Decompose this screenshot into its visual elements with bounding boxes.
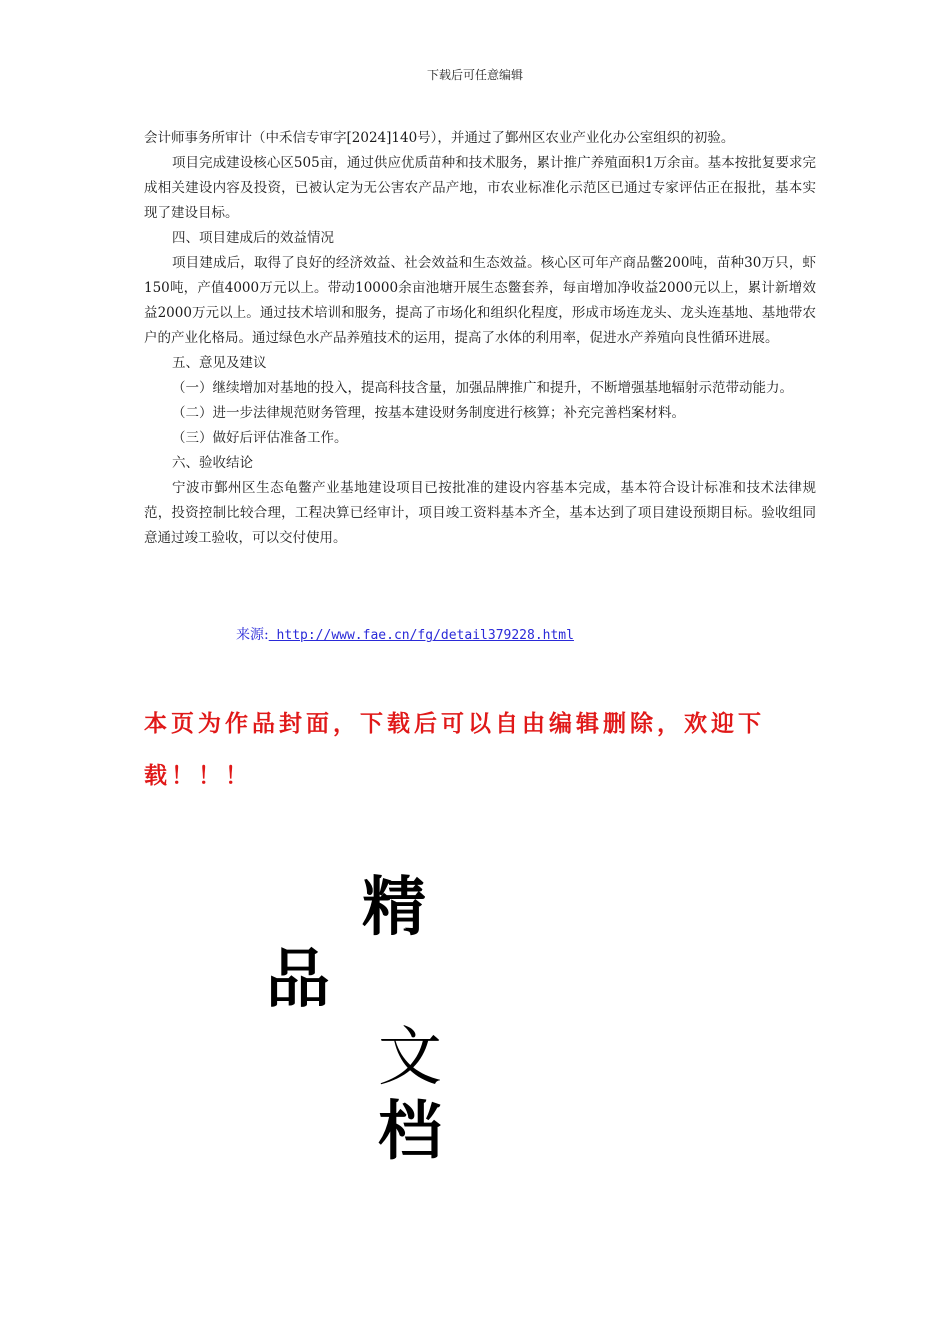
section-heading-benefits: 四、项目建成后的效益情况 [172,230,334,246]
source-label: 来源: [236,627,269,643]
document-body [144,126,816,551]
source-line [236,624,574,647]
promo-notice: 本页为作品封面，下载后可以自由编辑删除，欢迎下载！！！ [144,711,765,789]
paragraph-1: 会计师事务所审计（中禾信专审字[2024]140号），并通过了鄞州区农业产业化办公室组织的初验。 [144,130,735,146]
section-heading-conclusion: 六、验收结论 [172,455,253,471]
cover-char-pin: 品 [266,942,330,1017]
cover-char-dang: 档 [378,1094,442,1169]
suggestion-3: （三）做好后评估准备工作。 [172,430,348,446]
paragraph-conclusion: 宁波市鄞州区生态龟鳖产业基地建设项目已按批准的建设内容基本完成，基本符合设计标准和技术法律规范，投资控制比较合理，工程决算已经审计，项目竣工资料基本齐全，基本达到了项目建设预期目标。验收组同意通过竣工验收，可以交付使用。 [144,480,816,546]
suggestion-1: （一）继续增加对基地的投入，提高科技含量，加强品牌推广和提升，不断增强基地辐射示范带动能力。 [172,380,793,396]
cover-char-jing: 精 [362,870,426,945]
paragraph-benefits: 项目建成后，取得了良好的经济效益、社会效益和生态效益。核心区可年产商品鳖200吨，苗种30万只，虾150吨，产值4000万元以上。带动10000余亩池塘开展生态鳖套养，每亩增加净收益2000元以上，累计新增效益2000万元以上。通过技术培训和服务，提高了市场化和组织化程度，形成市场连龙头、龙头连基地、基地带农户的产业化格局。通过绿色水产品养殖技术的运用，提高了水体的利用率，促进水产养殖向良性循环进展。 [144,255,816,346]
section-heading-suggestions: 五、意见及建议 [172,355,267,371]
source-link[interactable]: http://www.fae.cn/fg/detail379228.html [268,628,574,643]
paragraph-2: 项目完成建设核心区505亩，通过供应优质苗种和技术服务，累计推广养殖面积1万余亩。基本按批复要求完成相关建设内容及投资，已被认定为无公害农产品产地，市农业标准化示范区已通过专家评估正在报批，基本实现了建设目标。 [144,155,816,221]
page-header-note: 下载后可任意编辑 [426,68,523,82]
cover-char-wen: 文 [378,1021,442,1095]
suggestion-2: （二）进一步法律规范财务管理，按基本建设财务制度进行核算；补充完善档案材料。 [172,405,685,421]
